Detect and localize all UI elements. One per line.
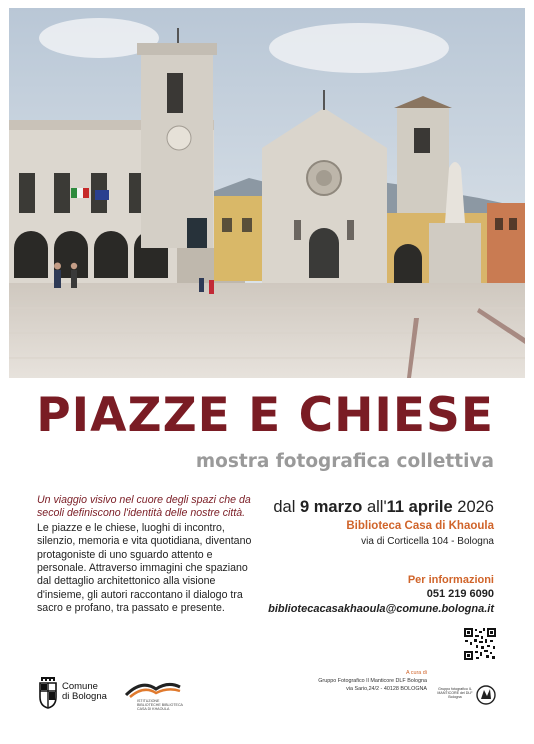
manticore-logo-text: Gruppo fotografico IL MANTICORE del DLF Bologna [437, 687, 473, 700]
organizer-block [318, 669, 427, 693]
manticore-logo [436, 683, 496, 709]
biblio-logo-text: ISTITUZIONE BIBLIOTECHE BIBLIOTECA CASA DI KHAOULA [137, 699, 183, 711]
info-email[interactable]: bibliotecacasakhaoula@comune.bologna.it [268, 603, 494, 615]
comune-line-1: Comune [62, 681, 98, 692]
description-column [37, 494, 259, 616]
poster-title: PIAZZE E CHIESE [36, 388, 494, 443]
dates-to-prefix: all' [366, 498, 387, 516]
organizer-address: via Sario,24/2 - 40128 BOLOGNA [346, 686, 427, 692]
organizer-name: Gruppo Fotografico Il Manticore DLF Bologna [318, 678, 427, 684]
comune-bologna-crest-icon [38, 675, 58, 709]
poster-subtitle: mostra fotografica collettiva [195, 451, 494, 472]
dates-from-prefix: dal [273, 498, 296, 516]
qr-code-icon [463, 627, 497, 661]
body-text: Le piazze e le chiese, luoghi di incontro, silenzio, memoria e vita quotidiana, diventano protagoniste di uno sguardo attento e personale. Attraverso immagini che spaziano dal dettaglio architettonico alla visione d'insieme, gli autori raccontano il dialogo tra sacro e profano, tra passato e presente. [37, 521, 252, 615]
a-cura-di-label: A cura di [406, 670, 427, 676]
manticore-emblem-icon [476, 683, 496, 707]
dates-from: 9 marzo [300, 498, 363, 516]
venue-address: via di Corticella 104 - Bologna [361, 536, 494, 547]
event-info-column [244, 497, 494, 615]
biblioteche-logo [122, 677, 184, 711]
info-label: Per informazioni [407, 574, 494, 586]
venue-name: Biblioteca Casa di Khaoula [346, 520, 494, 532]
dates-to: 11 aprile [386, 498, 453, 516]
photo-piazza [9, 8, 525, 378]
piazza-photo-illustration [9, 8, 525, 378]
intro-text: Un viaggio visivo nel cuore degli spazi che da secoli definiscono l'identità delle nostre città. [37, 494, 251, 520]
event-dates [244, 497, 494, 517]
biblioteche-logo-icon [122, 677, 184, 699]
info-phone[interactable]: 051 219 6090 [426, 588, 494, 600]
comune-line-2: di Bologna [62, 691, 107, 702]
dates-year: 2026 [457, 498, 494, 516]
comune-bologna-logo [38, 675, 107, 709]
